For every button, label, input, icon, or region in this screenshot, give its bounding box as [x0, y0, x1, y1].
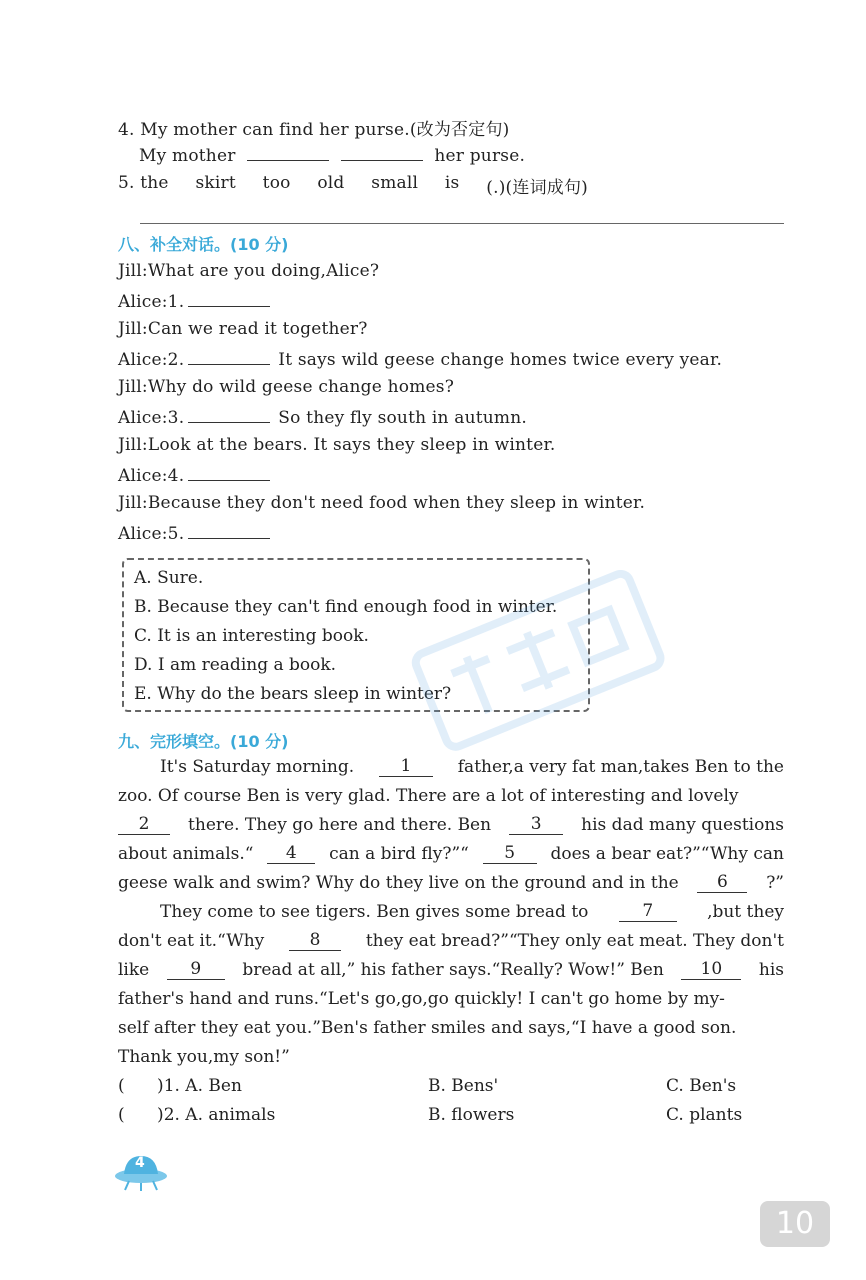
passage-line-4	[118, 844, 784, 864]
dialogue-text: 1.	[167, 292, 185, 312]
passage-line-11	[118, 1047, 784, 1067]
word: skirt	[195, 173, 236, 193]
text: his dad many questions	[581, 815, 784, 835]
speaker: Jill:	[118, 377, 148, 397]
dialogue-text: 5.	[167, 524, 185, 544]
text: ?”	[766, 873, 784, 893]
text: ,but they	[707, 902, 784, 922]
speaker: Alice:	[118, 524, 168, 544]
question-2-option-b[interactable]: B. flowers	[428, 1105, 515, 1125]
speaker: Jill:	[118, 435, 148, 455]
dialogue-text: Look at the bears. It says they sleep in winter.	[147, 435, 556, 455]
text: about animals.“	[118, 844, 254, 864]
passage-line-7	[118, 931, 784, 951]
answer-blank[interactable]	[341, 144, 423, 161]
dialogue-line	[118, 464, 270, 486]
dialogue-line	[118, 319, 368, 339]
text: father,a very fat man,takes Ben to the	[457, 757, 784, 777]
text: It's Saturday morning.	[160, 757, 355, 777]
speaker: Alice:	[118, 292, 168, 312]
word: (.)(连词成句)	[486, 178, 588, 198]
text: like	[118, 960, 150, 980]
answer-blank[interactable]	[188, 464, 270, 481]
blank-10[interactable]: 10	[681, 960, 741, 980]
answer-end: her purse.	[434, 146, 526, 166]
text: bread at all,” his father says.“Really? Wow!” Ben	[242, 960, 664, 980]
dialogue-line	[118, 406, 527, 428]
speaker: Alice:	[118, 350, 168, 370]
dialogue-line	[118, 493, 645, 513]
passage-line-3	[118, 815, 784, 835]
text: there. They go here and there. Ben	[188, 815, 492, 835]
text: don't eat it.“Why	[118, 931, 265, 951]
page-indicator-badge: 10	[760, 1201, 830, 1247]
section-8-heading: 八、补全对话。(10 分)	[118, 235, 289, 254]
question-1-option-a[interactable]: ( )1. A. Ben	[118, 1076, 242, 1096]
speaker: Jill:	[118, 261, 148, 281]
answer-start: My mother	[139, 146, 236, 166]
text: geese walk and swim? Why do they live on the ground and in the	[118, 873, 679, 893]
option-c: C. It is an interesting book.	[134, 626, 369, 646]
blank-4[interactable]: 4	[267, 844, 315, 864]
word: too	[262, 173, 291, 193]
text: does a bear eat?”“Why can	[550, 844, 784, 864]
question-5-words	[118, 173, 588, 198]
option-a: A. Sure.	[134, 568, 204, 588]
page-number-badge	[112, 1150, 170, 1194]
text: can a bird fly?”“	[329, 844, 469, 864]
dialogue-text: 2.	[167, 350, 185, 370]
option-b: B. Because they can't find enough food in winter.	[134, 597, 558, 617]
dialogue-text: 3.	[167, 408, 185, 428]
speaker: Jill:	[118, 319, 148, 339]
dialogue-text: 4.	[167, 466, 185, 486]
watermark-stamp-icon	[395, 570, 685, 760]
passage-line-8	[118, 960, 784, 980]
blank-6[interactable]: 6	[697, 873, 747, 893]
question-4-answer	[139, 144, 525, 166]
dialogue-line	[118, 290, 270, 312]
dialogue-text: What are you doing,Alice?	[147, 261, 380, 281]
blank-8[interactable]: 8	[289, 931, 341, 951]
answer-blank[interactable]	[188, 522, 270, 539]
word: small	[371, 173, 419, 193]
question-4-prompt: 4. My mother can find her purse.(改为否定句)	[118, 120, 510, 140]
text: they eat bread?”“They only eat meat. They don't	[365, 931, 784, 951]
text: They come to see tigers. Ben gives some bread to	[160, 902, 589, 922]
passage-line-1	[160, 757, 784, 777]
blank-7[interactable]: 7	[619, 902, 677, 922]
word: old	[317, 173, 345, 193]
dialogue-line	[118, 435, 556, 455]
speaker: Jill:	[118, 493, 148, 513]
answer-line[interactable]	[140, 223, 784, 224]
passage-line-5	[118, 873, 784, 893]
blank-5[interactable]: 5	[483, 844, 537, 864]
passage-line-9	[118, 989, 784, 1009]
dialogue-line	[118, 377, 454, 397]
option-d: D. I am reading a book.	[134, 655, 337, 675]
text: self after they eat you.”Ben's father smiles and says,“I have a good son.	[118, 1018, 737, 1038]
dialogue-text: So they fly south in autumn.	[278, 408, 527, 428]
page-number: 4	[135, 1155, 145, 1171]
passage-line-2	[118, 786, 784, 806]
blank-3[interactable]: 3	[509, 815, 563, 835]
answer-blank[interactable]	[247, 144, 329, 161]
answer-blank[interactable]	[188, 406, 270, 423]
question-2-option-a[interactable]: ( )2. A. animals	[118, 1105, 276, 1125]
answer-blank[interactable]	[188, 290, 270, 307]
dialogue-text: Why do wild geese change homes?	[147, 377, 455, 397]
speaker: Alice:	[118, 466, 168, 486]
text: father's hand and runs.“Let's go,go,go quickly! I can't go home by my-	[118, 989, 725, 1009]
speaker: Alice:	[118, 408, 168, 428]
passage-line-10	[118, 1018, 784, 1038]
text: his	[758, 960, 784, 980]
word: 5. the	[118, 173, 169, 193]
section-9-heading: 九、完形填空。(10 分)	[118, 732, 289, 751]
blank-9[interactable]: 9	[167, 960, 225, 980]
dialogue-text: Because they don't need food when they sleep in winter.	[147, 493, 646, 513]
answer-blank[interactable]	[188, 348, 270, 365]
blank-2[interactable]: 2	[118, 815, 170, 835]
question-2-option-c[interactable]: C. plants	[666, 1105, 743, 1125]
question-1-option-c[interactable]: C. Ben's	[666, 1076, 737, 1096]
dialogue-text: It says wild geese change homes twice every year.	[278, 350, 723, 370]
dialogue-line	[118, 522, 270, 544]
blank-1[interactable]: 1	[379, 757, 433, 777]
word: is	[444, 173, 460, 193]
text: Thank you,my son!”	[118, 1047, 290, 1067]
question-1-option-b[interactable]: B. Bens'	[428, 1076, 499, 1096]
dialogue-line	[118, 348, 722, 370]
dialogue-line	[118, 261, 379, 281]
option-e: E. Why do the bears sleep in winter?	[134, 684, 452, 704]
dialogue-text: Can we read it together?	[147, 319, 368, 339]
text: zoo. Of course Ben is very glad. There are a lot of interesting and lovely	[118, 786, 739, 806]
passage-line-6	[160, 902, 784, 922]
